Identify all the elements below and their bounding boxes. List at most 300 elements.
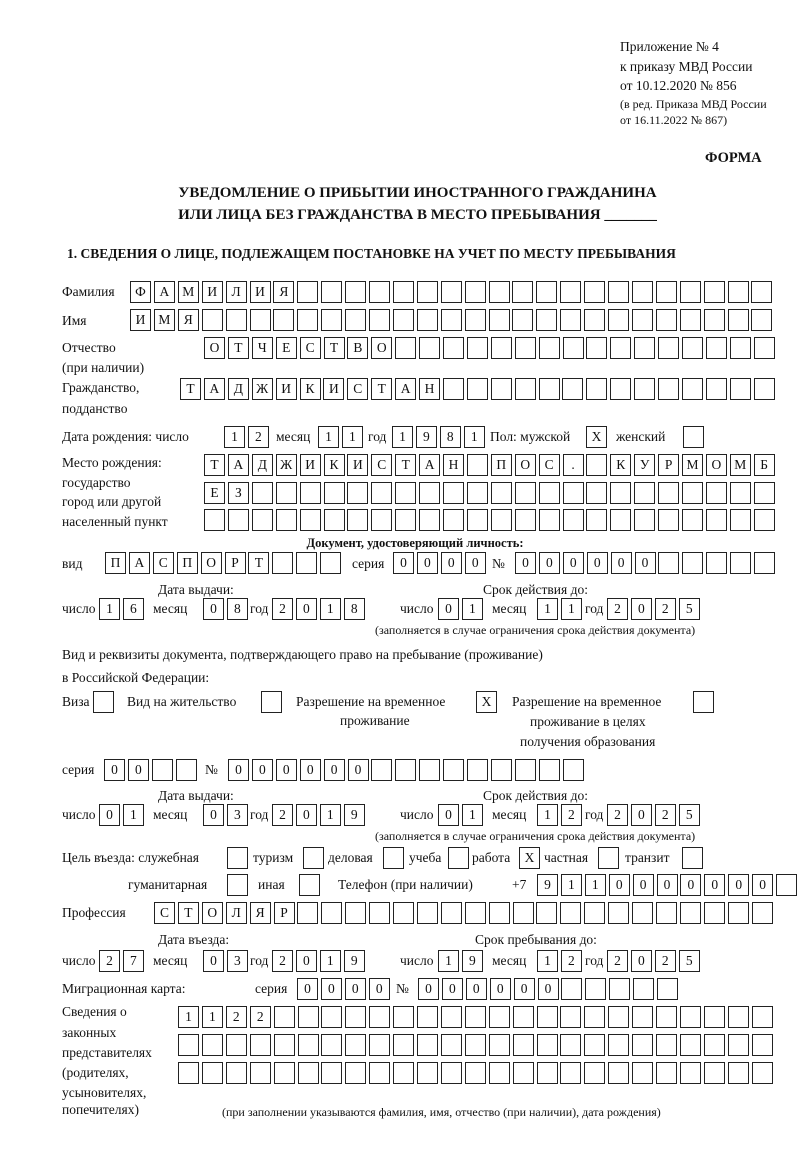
char-cell[interactable]: А	[419, 454, 440, 476]
char-cell[interactable]: 0	[609, 874, 630, 896]
checkbox-cell[interactable]	[93, 691, 114, 713]
char-cell[interactable]: 1	[462, 598, 483, 620]
char-cell[interactable]	[586, 378, 607, 400]
char-cell[interactable]: 2	[272, 598, 293, 620]
char-cell[interactable]	[178, 1062, 199, 1084]
char-cell[interactable]	[369, 1006, 390, 1028]
char-cell[interactable]: 9	[344, 950, 365, 972]
checkbox-cell[interactable]	[261, 691, 282, 713]
char-cell[interactable]: 0	[611, 552, 632, 574]
char-cell[interactable]	[489, 1062, 510, 1084]
char-cell[interactable]: О	[371, 337, 392, 359]
char-cell[interactable]	[608, 902, 629, 924]
char-cell[interactable]: 1	[537, 598, 558, 620]
char-cell[interactable]	[489, 1006, 510, 1028]
char-cell[interactable]: 0	[515, 552, 536, 574]
char-cell[interactable]: 0	[514, 978, 535, 1000]
char-cell[interactable]	[515, 337, 536, 359]
char-cell[interactable]: С	[153, 552, 174, 574]
char-cell[interactable]	[751, 309, 772, 331]
char-cell[interactable]: 0	[631, 598, 652, 620]
char-cell[interactable]: И	[276, 378, 297, 400]
char-cell[interactable]	[560, 1006, 581, 1028]
char-cell[interactable]	[609, 978, 630, 1000]
checkbox-cell[interactable]	[682, 847, 703, 869]
char-cell[interactable]	[513, 902, 534, 924]
char-cell[interactable]	[176, 759, 197, 781]
char-cell[interactable]: 8	[344, 598, 365, 620]
char-cell[interactable]: 0	[752, 874, 773, 896]
char-cell[interactable]: 0	[680, 874, 701, 896]
char-cell[interactable]	[610, 509, 631, 531]
char-cell[interactable]	[560, 1034, 581, 1056]
char-cell[interactable]	[202, 1062, 223, 1084]
char-cell[interactable]	[634, 509, 655, 531]
char-cell[interactable]: 9	[537, 874, 558, 896]
char-cell[interactable]	[704, 1062, 725, 1084]
char-cell[interactable]	[704, 1034, 725, 1056]
char-cell[interactable]	[393, 1034, 414, 1056]
char-cell[interactable]: 2	[250, 1006, 271, 1028]
char-cell[interactable]	[680, 902, 701, 924]
char-cell[interactable]: .	[563, 454, 584, 476]
char-cell[interactable]	[441, 1034, 462, 1056]
char-cell[interactable]	[417, 1034, 438, 1056]
char-cell[interactable]	[563, 482, 584, 504]
char-cell[interactable]	[321, 1062, 342, 1084]
char-cell[interactable]	[226, 1034, 247, 1056]
char-cell[interactable]	[298, 1034, 319, 1056]
char-cell[interactable]	[371, 759, 392, 781]
char-cell[interactable]: Д	[228, 378, 249, 400]
char-cell[interactable]: Л	[226, 902, 247, 924]
char-cell[interactable]: 1	[178, 1006, 199, 1028]
char-cell[interactable]	[321, 1034, 342, 1056]
char-cell[interactable]	[704, 902, 725, 924]
char-cell[interactable]: 2	[655, 950, 676, 972]
char-cell[interactable]	[324, 482, 345, 504]
char-cell[interactable]	[489, 281, 510, 303]
char-cell[interactable]	[515, 759, 536, 781]
char-cell[interactable]: А	[204, 378, 225, 400]
char-cell[interactable]	[324, 509, 345, 531]
checkbox-cell[interactable]: X	[476, 691, 497, 713]
char-cell[interactable]: 0	[345, 978, 366, 1000]
char-cell[interactable]	[465, 1034, 486, 1056]
char-cell[interactable]: 0	[539, 552, 560, 574]
char-cell[interactable]: Н	[443, 454, 464, 476]
char-cell[interactable]: 0	[438, 598, 459, 620]
char-cell[interactable]	[250, 1034, 271, 1056]
char-cell[interactable]	[536, 309, 557, 331]
char-cell[interactable]	[515, 482, 536, 504]
char-cell[interactable]	[632, 281, 653, 303]
checkbox-cell[interactable]	[598, 847, 619, 869]
char-cell[interactable]: Л	[226, 281, 247, 303]
char-cell[interactable]: А	[395, 378, 416, 400]
char-cell[interactable]: 1	[438, 950, 459, 972]
char-cell[interactable]	[751, 281, 772, 303]
char-cell[interactable]: 5	[679, 598, 700, 620]
char-cell[interactable]	[273, 309, 294, 331]
char-cell[interactable]	[706, 509, 727, 531]
char-cell[interactable]: З	[228, 482, 249, 504]
char-cell[interactable]	[152, 759, 173, 781]
char-cell[interactable]: М	[154, 309, 175, 331]
char-cell[interactable]	[656, 1034, 677, 1056]
char-cell[interactable]: И	[202, 281, 223, 303]
char-cell[interactable]	[537, 1006, 558, 1028]
char-cell[interactable]	[371, 482, 392, 504]
char-cell[interactable]	[441, 1062, 462, 1084]
char-cell[interactable]: 7	[123, 950, 144, 972]
char-cell[interactable]	[491, 509, 512, 531]
char-cell[interactable]	[393, 1006, 414, 1028]
char-cell[interactable]: 0	[276, 759, 297, 781]
char-cell[interactable]	[300, 509, 321, 531]
char-cell[interactable]	[465, 902, 486, 924]
char-cell[interactable]	[441, 281, 462, 303]
char-cell[interactable]	[465, 281, 486, 303]
char-cell[interactable]: 0	[438, 804, 459, 826]
char-cell[interactable]: 2	[561, 950, 582, 972]
char-cell[interactable]: 1	[462, 804, 483, 826]
char-cell[interactable]	[443, 509, 464, 531]
char-cell[interactable]: 1	[561, 874, 582, 896]
char-cell[interactable]: М	[178, 281, 199, 303]
char-cell[interactable]	[252, 482, 273, 504]
char-cell[interactable]	[226, 309, 247, 331]
char-cell[interactable]	[585, 978, 606, 1000]
char-cell[interactable]	[513, 1006, 534, 1028]
char-cell[interactable]	[178, 1034, 199, 1056]
char-cell[interactable]: Р	[225, 552, 246, 574]
char-cell[interactable]: 0	[369, 978, 390, 1000]
checkbox-cell[interactable]: X	[519, 847, 540, 869]
char-cell[interactable]: К	[300, 378, 321, 400]
char-cell[interactable]: Т	[180, 378, 201, 400]
char-cell[interactable]	[680, 309, 701, 331]
char-cell[interactable]: 2	[655, 804, 676, 826]
char-cell[interactable]: 8	[440, 426, 461, 448]
char-cell[interactable]: 2	[607, 950, 628, 972]
checkbox-cell[interactable]	[448, 847, 469, 869]
char-cell[interactable]	[443, 759, 464, 781]
char-cell[interactable]	[754, 378, 775, 400]
char-cell[interactable]	[395, 509, 416, 531]
char-cell[interactable]: 5	[679, 950, 700, 972]
char-cell[interactable]	[419, 509, 440, 531]
char-cell[interactable]: 9	[416, 426, 437, 448]
char-cell[interactable]	[297, 902, 318, 924]
char-cell[interactable]: Я	[178, 309, 199, 331]
char-cell[interactable]: А	[228, 454, 249, 476]
char-cell[interactable]	[491, 482, 512, 504]
char-cell[interactable]	[562, 378, 583, 400]
char-cell[interactable]	[491, 759, 512, 781]
char-cell[interactable]	[730, 337, 751, 359]
char-cell[interactable]: 0	[321, 978, 342, 1000]
char-cell[interactable]	[393, 1062, 414, 1084]
char-cell[interactable]	[704, 1006, 725, 1028]
char-cell[interactable]	[467, 337, 488, 359]
char-cell[interactable]: 2	[607, 598, 628, 620]
char-cell[interactable]	[536, 902, 557, 924]
char-cell[interactable]: Н	[419, 378, 440, 400]
checkbox-cell[interactable]	[227, 874, 248, 896]
char-cell[interactable]: 1	[585, 874, 606, 896]
char-cell[interactable]	[369, 902, 390, 924]
char-cell[interactable]: О	[706, 454, 727, 476]
char-cell[interactable]: Р	[658, 454, 679, 476]
char-cell[interactable]	[272, 552, 293, 574]
char-cell[interactable]: 0	[203, 804, 224, 826]
char-cell[interactable]	[658, 337, 679, 359]
char-cell[interactable]	[560, 1062, 581, 1084]
char-cell[interactable]	[730, 509, 751, 531]
char-cell[interactable]	[656, 309, 677, 331]
char-cell[interactable]	[728, 902, 749, 924]
char-cell[interactable]	[632, 309, 653, 331]
char-cell[interactable]	[515, 509, 536, 531]
char-cell[interactable]	[632, 902, 653, 924]
char-cell[interactable]	[704, 281, 725, 303]
char-cell[interactable]	[563, 509, 584, 531]
char-cell[interactable]: П	[105, 552, 126, 574]
char-cell[interactable]	[393, 902, 414, 924]
char-cell[interactable]	[608, 1006, 629, 1028]
char-cell[interactable]	[465, 309, 486, 331]
char-cell[interactable]: 0	[418, 978, 439, 1000]
char-cell[interactable]	[274, 1034, 295, 1056]
char-cell[interactable]	[656, 281, 677, 303]
char-cell[interactable]	[536, 281, 557, 303]
char-cell[interactable]	[706, 482, 727, 504]
char-cell[interactable]: 1	[318, 426, 339, 448]
char-cell[interactable]	[298, 1062, 319, 1084]
char-cell[interactable]: Б	[754, 454, 775, 476]
char-cell[interactable]	[296, 552, 317, 574]
char-cell[interactable]	[754, 552, 775, 574]
char-cell[interactable]	[586, 454, 607, 476]
char-cell[interactable]	[728, 281, 749, 303]
char-cell[interactable]: 0	[728, 874, 749, 896]
char-cell[interactable]: К	[324, 454, 345, 476]
char-cell[interactable]: 9	[462, 950, 483, 972]
char-cell[interactable]	[345, 902, 366, 924]
char-cell[interactable]: 0	[657, 874, 678, 896]
char-cell[interactable]	[320, 552, 341, 574]
char-cell[interactable]	[539, 509, 560, 531]
char-cell[interactable]	[682, 552, 703, 574]
char-cell[interactable]	[752, 902, 773, 924]
char-cell[interactable]	[395, 337, 416, 359]
char-cell[interactable]	[515, 378, 536, 400]
char-cell[interactable]	[202, 309, 223, 331]
checkbox-cell[interactable]	[383, 847, 404, 869]
char-cell[interactable]	[610, 482, 631, 504]
char-cell[interactable]: 1	[123, 804, 144, 826]
char-cell[interactable]: 0	[297, 978, 318, 1000]
char-cell[interactable]	[706, 378, 727, 400]
char-cell[interactable]	[584, 1006, 605, 1028]
char-cell[interactable]: С	[154, 902, 175, 924]
char-cell[interactable]	[395, 482, 416, 504]
char-cell[interactable]: 0	[128, 759, 149, 781]
char-cell[interactable]: О	[515, 454, 536, 476]
char-cell[interactable]	[369, 1034, 390, 1056]
char-cell[interactable]	[419, 759, 440, 781]
char-cell[interactable]	[300, 482, 321, 504]
char-cell[interactable]	[608, 1034, 629, 1056]
char-cell[interactable]: 0	[324, 759, 345, 781]
char-cell[interactable]	[608, 1062, 629, 1084]
char-cell[interactable]	[417, 281, 438, 303]
char-cell[interactable]	[274, 1006, 295, 1028]
char-cell[interactable]	[539, 759, 560, 781]
char-cell[interactable]: 1	[224, 426, 245, 448]
char-cell[interactable]	[539, 482, 560, 504]
char-cell[interactable]: 0	[635, 552, 656, 574]
char-cell[interactable]: 5	[679, 804, 700, 826]
char-cell[interactable]: 1	[464, 426, 485, 448]
char-cell[interactable]: И	[250, 281, 271, 303]
char-cell[interactable]: Ч	[252, 337, 273, 359]
char-cell[interactable]	[417, 1006, 438, 1028]
checkbox-cell[interactable]	[299, 874, 320, 896]
char-cell[interactable]	[274, 1062, 295, 1084]
char-cell[interactable]: 2	[655, 598, 676, 620]
char-cell[interactable]	[489, 1034, 510, 1056]
char-cell[interactable]: С	[371, 454, 392, 476]
checkbox-cell[interactable]	[683, 426, 704, 448]
char-cell[interactable]: И	[323, 378, 344, 400]
checkbox-cell[interactable]	[227, 847, 248, 869]
char-cell[interactable]	[658, 378, 679, 400]
char-cell[interactable]	[680, 1062, 701, 1084]
char-cell[interactable]: 0	[296, 804, 317, 826]
char-cell[interactable]	[560, 309, 581, 331]
char-cell[interactable]	[467, 454, 488, 476]
char-cell[interactable]: 1	[342, 426, 363, 448]
char-cell[interactable]: 0	[466, 978, 487, 1000]
char-cell[interactable]: 2	[607, 804, 628, 826]
char-cell[interactable]	[632, 1034, 653, 1056]
char-cell[interactable]: 2	[248, 426, 269, 448]
char-cell[interactable]: Д	[252, 454, 273, 476]
char-cell[interactable]	[728, 1034, 749, 1056]
char-cell[interactable]	[584, 281, 605, 303]
char-cell[interactable]: Т	[248, 552, 269, 574]
char-cell[interactable]	[467, 759, 488, 781]
char-cell[interactable]: Т	[228, 337, 249, 359]
char-cell[interactable]	[704, 309, 725, 331]
char-cell[interactable]: И	[130, 309, 151, 331]
char-cell[interactable]: У	[634, 454, 655, 476]
char-cell[interactable]	[706, 337, 727, 359]
char-cell[interactable]: И	[347, 454, 368, 476]
char-cell[interactable]	[730, 482, 751, 504]
char-cell[interactable]	[728, 309, 749, 331]
char-cell[interactable]: Ж	[252, 378, 273, 400]
char-cell[interactable]	[417, 1062, 438, 1084]
char-cell[interactable]: 8	[227, 598, 248, 620]
char-cell[interactable]	[489, 309, 510, 331]
char-cell[interactable]: С	[539, 454, 560, 476]
char-cell[interactable]	[634, 378, 655, 400]
char-cell[interactable]	[345, 1034, 366, 1056]
char-cell[interactable]: Т	[395, 454, 416, 476]
char-cell[interactable]: 0	[348, 759, 369, 781]
char-cell[interactable]	[321, 1006, 342, 1028]
char-cell[interactable]	[417, 902, 438, 924]
char-cell[interactable]	[276, 482, 297, 504]
char-cell[interactable]	[512, 281, 533, 303]
char-cell[interactable]	[395, 759, 416, 781]
char-cell[interactable]	[680, 281, 701, 303]
char-cell[interactable]	[752, 1062, 773, 1084]
char-cell[interactable]: 0	[99, 804, 120, 826]
char-cell[interactable]	[441, 1006, 462, 1028]
char-cell[interactable]	[345, 281, 366, 303]
char-cell[interactable]: 2	[99, 950, 120, 972]
char-cell[interactable]: С	[300, 337, 321, 359]
char-cell[interactable]	[491, 378, 512, 400]
char-cell[interactable]: 0	[631, 804, 652, 826]
char-cell[interactable]: 0	[393, 552, 414, 574]
char-cell[interactable]	[465, 1006, 486, 1028]
char-cell[interactable]	[252, 509, 273, 531]
char-cell[interactable]: Е	[204, 482, 225, 504]
char-cell[interactable]	[608, 281, 629, 303]
char-cell[interactable]	[561, 978, 582, 1000]
char-cell[interactable]	[754, 337, 775, 359]
char-cell[interactable]: А	[154, 281, 175, 303]
char-cell[interactable]	[369, 281, 390, 303]
char-cell[interactable]	[539, 378, 560, 400]
char-cell[interactable]	[321, 902, 342, 924]
char-cell[interactable]: С	[347, 378, 368, 400]
char-cell[interactable]: 3	[227, 804, 248, 826]
char-cell[interactable]: 0	[587, 552, 608, 574]
char-cell[interactable]: 0	[104, 759, 125, 781]
char-cell[interactable]	[345, 309, 366, 331]
char-cell[interactable]	[539, 337, 560, 359]
char-cell[interactable]	[728, 1006, 749, 1028]
char-cell[interactable]	[730, 552, 751, 574]
checkbox-cell[interactable]: X	[586, 426, 607, 448]
char-cell[interactable]	[633, 978, 654, 1000]
char-cell[interactable]	[632, 1062, 653, 1084]
char-cell[interactable]	[443, 482, 464, 504]
char-cell[interactable]	[513, 1062, 534, 1084]
char-cell[interactable]	[584, 309, 605, 331]
char-cell[interactable]	[656, 1006, 677, 1028]
char-cell[interactable]	[657, 978, 678, 1000]
char-cell[interactable]	[345, 1006, 366, 1028]
char-cell[interactable]: И	[300, 454, 321, 476]
char-cell[interactable]	[682, 482, 703, 504]
char-cell[interactable]: 0	[490, 978, 511, 1000]
char-cell[interactable]	[586, 509, 607, 531]
char-cell[interactable]	[371, 509, 392, 531]
char-cell[interactable]	[632, 1006, 653, 1028]
char-cell[interactable]	[250, 1062, 271, 1084]
char-cell[interactable]	[250, 309, 271, 331]
char-cell[interactable]	[443, 378, 464, 400]
char-cell[interactable]: 1	[561, 598, 582, 620]
char-cell[interactable]	[680, 1034, 701, 1056]
